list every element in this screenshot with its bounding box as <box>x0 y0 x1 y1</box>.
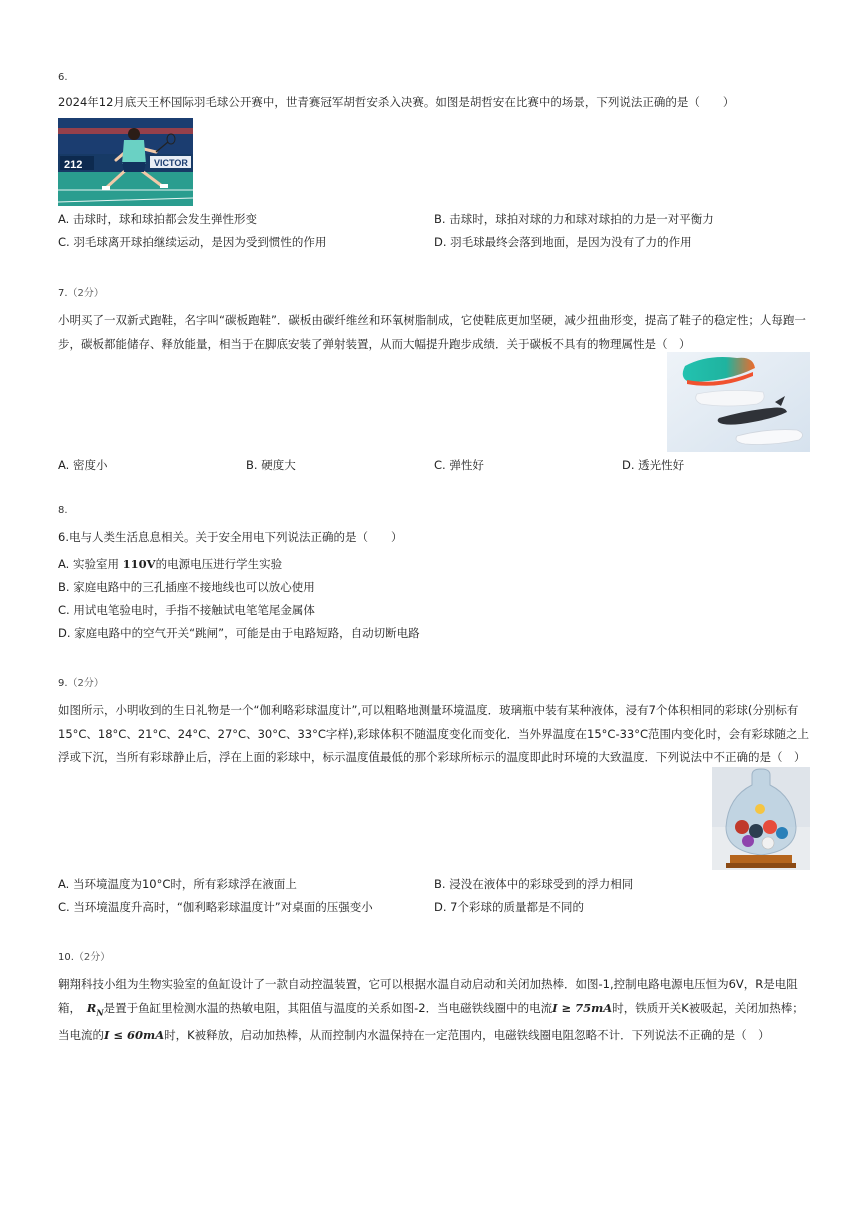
option-d: D. 透光性好 <box>622 458 685 472</box>
option-c: C. 用试电笔验电时，手指不接触试电笔笔尾金属体 <box>58 603 315 617</box>
question-6 <box>58 72 810 115</box>
option-b: B. 击球时，球拍对球的力和球对球拍的力是一对平衡力 <box>434 212 714 226</box>
stem-part-2: 是置于鱼缸里检测水温的热敏电阻，其阻值与温度的关系如图-2．当电磁铁线圈中的电流 <box>103 1000 553 1015</box>
option-c: C. 弹性好 <box>434 458 484 472</box>
galileo-thermometer-photo <box>712 767 810 870</box>
option-a: A. 密度小 <box>58 458 108 472</box>
question-stem: 如图所示，小明收到的生日礼物是一个“伽利略彩球温度计”,可以粗略地测量环境温度．玻璃瓶中装有某种液体，浸有7个体积相同的彩球(分别标有15°C、18°C、21°C、24°C、27°C、30°C、33°C字样),彩球体积不随温度变化而变化．当外界温度在15°C-33°C范围内变化时，会有彩球随之上浮或下沉，当所有彩球静止后，浮在上面的彩球中，标示温度值最低的那个彩球所标示的温度即此时环境的大致温度．下列说法中不正确的是（ ） <box>58 703 810 764</box>
question-8 <box>58 505 810 550</box>
option-d: D. 7个彩球的质量都是不同的 <box>434 900 584 914</box>
voltage-math: 110V <box>122 557 156 571</box>
option-d: D. 羽毛球最终会落到地面，是因为没有了力的作用 <box>434 235 692 249</box>
running-shoe-photo <box>667 352 810 452</box>
rn-letter: R <box>86 1000 97 1015</box>
sponsor-text: VICTOR <box>154 158 188 168</box>
question-score: （2分） <box>67 678 104 689</box>
rn-subscript: N <box>96 1006 104 1017</box>
option-b: B. 硬度大 <box>246 458 296 472</box>
option-a <box>58 556 282 572</box>
question-number: 8. <box>58 505 68 516</box>
question-number: 6. <box>58 72 68 83</box>
option-b: B. 家庭电路中的三孔插座不接地线也可以放心使用 <box>58 580 315 594</box>
question-stem: 小明买了一双新式跑鞋，名字叫“碳板跑鞋”．碳板由碳纤维丝和环氧树脂制成，它使鞋底更加坚硬，减少扭曲形变，提高了鞋子的稳定性；人每跑一步，碳板都能储存、释放能量，相当于在脚底安装了弹射装置，从而大幅提升跑步成绩．关于碳板不具有的物理属性是（ ） <box>58 313 806 351</box>
question-7 <box>58 284 810 356</box>
option-a: A. 击球时，球和球拍都会发生弹性形变 <box>58 212 257 226</box>
option-a-text-1: A. 实验室用 <box>58 557 123 571</box>
question-stem: 2024年12月底天王杯国际羽毛球公开赛中，世青赛冠军胡哲安杀入决赛。如图是胡哲安在比赛中的场景，下列说法正确的是（ ） <box>58 95 735 109</box>
question-score: （2分） <box>67 288 104 299</box>
question-number: 9. <box>58 678 68 689</box>
question-number: 7. <box>58 288 68 299</box>
question-stem: 6.电与人类生活息息相关。关于安全用电下列说法正确的是（ ） <box>58 530 403 544</box>
option-c: C. 当环境温度升高时，“伽利略彩球温度计”对桌面的压强变小 <box>58 900 373 914</box>
stem-part-4: 时，K被释放，启动加热棒，从而控制内水温保持在一定范围内，电磁铁线圈电阻忽略不计．下列说法不正确的是（ ） <box>164 1028 770 1043</box>
question-stem <box>58 973 810 1048</box>
scoreboard-text: 212 <box>64 159 83 171</box>
question-9 <box>58 674 810 770</box>
question-score: （2分） <box>73 952 111 963</box>
stem-part-1: 翱翔科技小组为生物实验室的鱼缸设计了一款自动控温装置，它可以根据水温自动启动和关闭加热棒．如图-1,控制电路电源电压恒为6V，R是电阻箱， <box>58 977 798 1015</box>
option-c: C. 羽毛球离开球拍继续运动，是因为受到惯性的作用 <box>58 235 327 249</box>
option-b: B. 浸没在液体中的彩球受到的浮力相同 <box>434 877 634 891</box>
current-condition-2: I ≤ 60mA <box>104 1028 165 1043</box>
question-number: 10. <box>58 952 74 963</box>
option-d: D. 家庭电路中的空气开关“跳闸”，可能是由于电路短路，自动切断电路 <box>58 626 420 640</box>
option-a: A. 当环境温度为10°C时，所有彩球浮在液面上 <box>58 877 297 891</box>
option-a-text-2: 的电源电压进行学生实验 <box>155 557 283 571</box>
current-condition-1: I ≥ 75mA <box>552 1000 613 1015</box>
rn-symbol <box>87 1001 104 1015</box>
question-10 <box>58 948 810 1048</box>
badminton-photo <box>58 118 193 206</box>
stem-part-3: 时，铁质开关K被吸起，关闭加热棒；当电流的 <box>58 1000 804 1043</box>
